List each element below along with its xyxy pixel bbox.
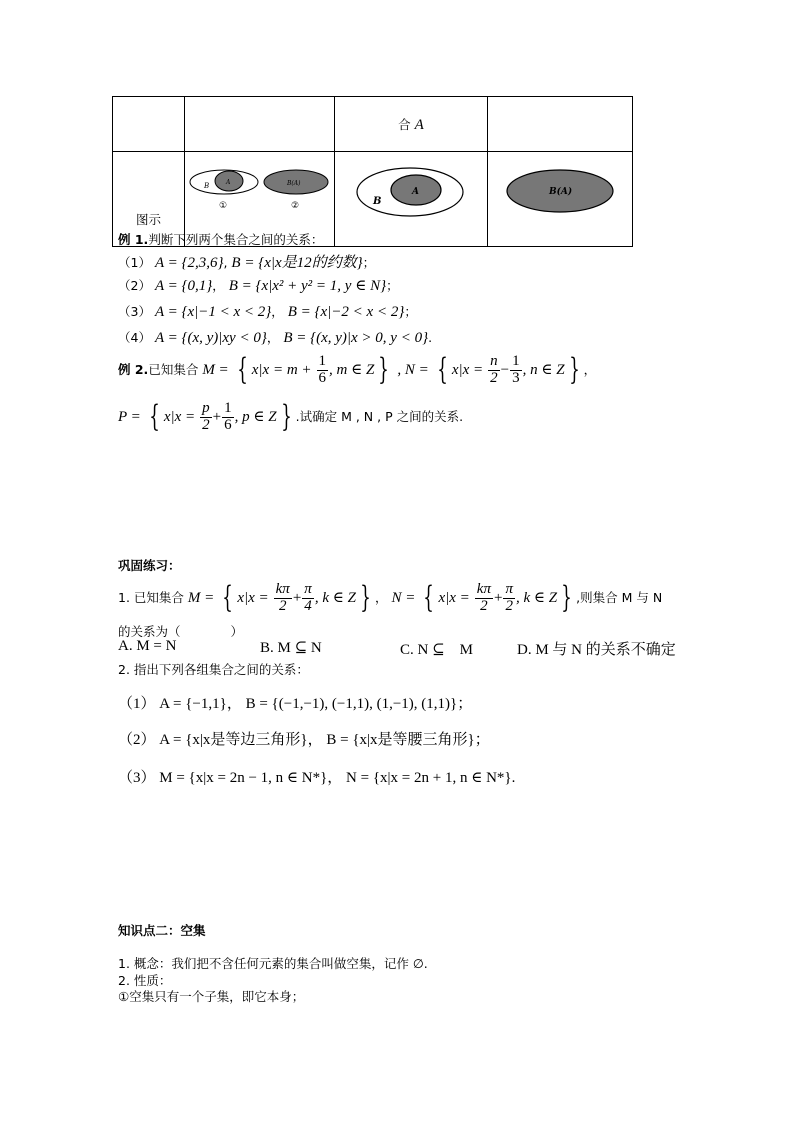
separator: ， [375,589,388,605]
q1-then: ,则集合 M 与 N [576,589,663,605]
q1-intro: 1. 已知集合 [118,589,184,605]
example2-line1: 例 2.已知集合 M = { x|x = m + $\frac{1}{6}$ , m ∈ Z } , N = { x|x = $\frac{n}{2}$ − $\frac{1}{3}$ , n ∈ Z } ， [118,352,597,388]
item-end: ； [362,255,376,270]
practice-q2-intro: 2. 指出下列各组集合之间的关系： [118,662,309,677]
numerator: p [202,400,210,416]
label-ba: B(A) [287,179,301,187]
table-cell [185,97,335,152]
table-cell [335,97,488,152]
fraction [510,354,522,387]
option-b: B. M ⊆ N [260,640,322,656]
venn-subset-cell [335,152,488,247]
example2-question: .试确定 M , N , P 之间的关系. [295,408,464,424]
option-c: C. N ⊆ M [400,642,473,658]
label-b: B [373,195,382,207]
denominator: 2 [490,369,498,386]
table-cell [113,97,185,152]
denominator: 2 [202,416,210,433]
practice-q1-line1: 1. 已知集合 M = { x|x = $\frac{k\pi}{2}$ + $\frac{\pi}{4}$ , k ∈ Z } ， N = { x|x = $\frac{k\pi}{2}$ + $\frac{\pi}{2}$ , k ∈ Z } ,则集合 M 与 N [118,580,663,616]
set-a: A = {0,1} [154,278,213,294]
numerator: 1 [318,353,327,369]
fraction [200,401,212,434]
label-ba: B(A) [549,186,573,197]
fraction [488,354,500,387]
circled-two: ② [291,200,300,211]
set-n-tail: , k ∈ Z [515,589,558,606]
fraction [222,401,234,434]
practice-title: 巩固练习： [118,558,181,573]
fraction [503,582,515,615]
venn-equal-cell [488,152,633,247]
set-n-name: N = [391,589,416,606]
denominator: 2 [278,597,287,614]
set-a: A = {2,3,6} [154,255,224,271]
numerator: 1 [512,353,520,369]
numerator: kπ [275,581,290,597]
practice-q1-line2: 的关系为（ ） [118,624,244,639]
plus-sign: + [212,408,222,425]
denominator: 2 [480,597,488,614]
numerator: π [505,581,513,597]
item-number: （1） [118,255,151,270]
plus-sign: + [493,589,503,606]
set-b: B = {x|−2 < x < 2} [287,304,405,320]
numerator: π [304,581,312,597]
example1-item-4: （4） A = {(x, y)|xy < 0}， B = {(x, y)|x > 0, y < 0}. [118,330,433,346]
set-m-tail: , m ∈ Z [329,361,375,378]
item-number: （4） [118,330,151,345]
fraction [274,582,292,615]
denominator: 2 [505,597,513,614]
venn-equal-diagram [488,160,632,236]
comma: ， [583,361,597,377]
set-b: B = {x|x是12的约数} [231,255,363,271]
denominator: 3 [512,369,520,386]
set-n-body: x|x = [451,361,484,378]
example2-intro: 已知集合 [148,361,199,377]
set-n-tail: , n ∈ Z [522,361,565,378]
knowledge-property-1: ①空集只有一个子集，即它本身； [118,989,305,1004]
venn-small-diagrams [185,160,334,236]
set-m-body: x|x = m + [251,361,312,378]
table-cell [488,97,633,152]
knowledge-properties: 2. 性质： [118,973,172,988]
practice-q2-item-2: （2） A = {x|x是等边三角形}， B = {x|x是等腰三角形}； [118,732,490,748]
header-text: 合 [398,116,411,132]
fraction [317,354,329,387]
item-number: （2） [118,278,151,293]
example2-line2: P = { x|x = $\frac{p}{2}$ + $\frac{1}{6}$ , p ∈ Z } .试确定 M , N , P 之间的关系. [118,399,464,435]
item-end: . [428,330,433,345]
label-b: B [204,181,210,190]
item-number: （3） [118,304,151,319]
set-a: A = {x|−1 < x < 2} [154,304,272,320]
example1-item-2: （2） A = {0,1}， B = {x|x² + y² = 1, y ∈ N}； [118,278,399,294]
label-a: A [412,186,419,197]
set-m-tail: , k ∈ Z [314,589,356,606]
diagram-row-label: 图示 [135,212,161,227]
denominator: 6 [224,416,232,433]
example1-title: 例 1. [118,232,149,247]
minus-sign: − [500,361,510,378]
set-p-name: P = [118,408,141,425]
set-p-body: x|x = [163,408,196,425]
set-a: A = {(x, y)|xy < 0} [154,330,267,346]
option-a: A. M = N [118,638,177,654]
header-var: A [414,116,424,133]
label-a: A [226,178,231,186]
item-end: ； [386,278,399,293]
example1-item-3: （3） A = {x|−1 < x < 2}， B = {x|−2 < x < 2}； [118,304,417,320]
circled-one: ① [219,200,228,211]
set-b: B = {x|x² + y² = 1, y ∈ N} [228,278,387,294]
relationship-table [112,96,633,247]
plus-sign: + [292,589,302,606]
set-b: B = {(x, y)|x > 0, y < 0} [283,330,429,346]
set-m-name: M = [187,589,215,606]
denominator: 6 [318,369,327,386]
venn-subset-diagram [335,160,487,236]
example2-title: 例 2. [118,361,149,377]
knowledge-title: 知识点二：空集 [118,923,206,938]
set-m-body: x|x = [237,589,269,606]
fraction [302,582,314,615]
practice-q2-item-3: （3） M = {x|x = 2n − 1, n ∈ N*}， N = {x|x = 2n + 1, n ∈ N*}. [118,770,516,786]
fraction [475,582,493,615]
numerator: kπ [476,581,491,597]
numerator: n [490,353,498,369]
table-header-row [113,97,633,152]
option-d: D. M 与 N 的关系不确定 [517,642,676,658]
set-m-name: M = [202,361,229,378]
set-n-body: x|x = [438,589,470,606]
set-n-name: , N = [397,361,429,378]
numerator: 1 [224,400,232,416]
example1-item-1: （1） A = {2,3,6}, B = {x|x是12的约数}； [118,255,376,271]
knowledge-concept: 1. 概念：我们把不含任何元素的集合叫做空集，记作 ∅. [118,956,428,971]
practice-q2-item-1: （1） A = {−1,1}， B = {(−1,−1), (−1,1), (1,−1), (1,1)}； [118,696,473,712]
item-end: ； [404,304,417,319]
set-p-tail: , p ∈ Z [234,408,277,425]
example1-heading [118,230,323,248]
denominator: 4 [304,597,312,614]
example1-intro: 判断下列两个集合之间的关系： [148,232,324,247]
